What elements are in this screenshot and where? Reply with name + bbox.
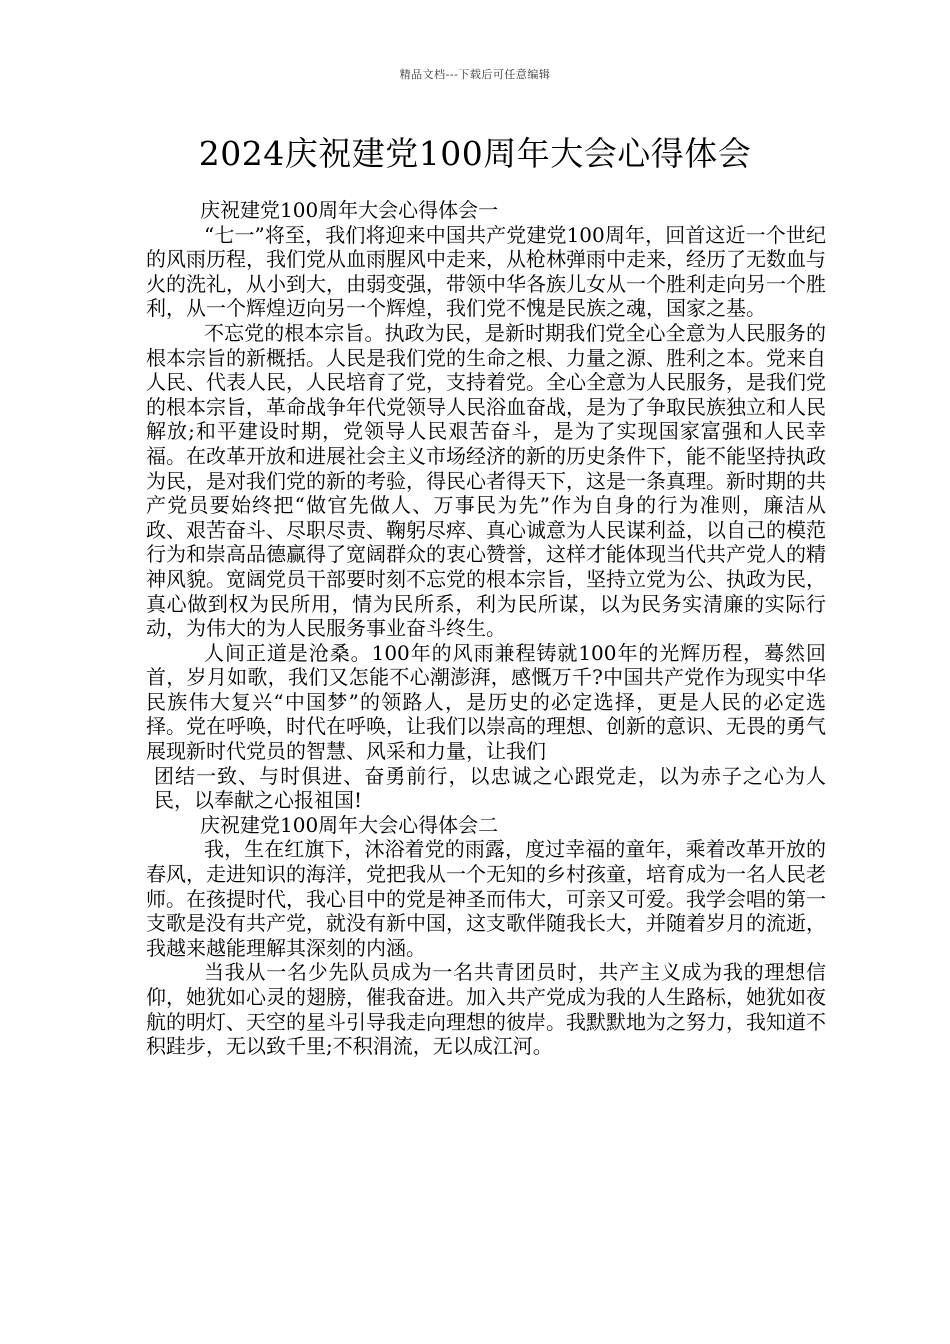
section-heading-2: 庆祝建党100周年大会心得体会二 bbox=[200, 812, 499, 837]
paragraph-2: 不忘党的根本宗旨。执政为民，是新时期我们党全心全意为人民服务的根本宗旨的新概括。人民是我们党的生命之根、力量之源、胜利之本。党来自人民、代表人民，人民培育了党，支持着党。全心全意为人民服务，是我们党的根本宗旨，革命战争年代党领导人民浴血奋战，是为了争取民族独立和人民解放;和平建设时期，党领导人民艰苦奋斗，是为了实现国家富强和人民幸福。在改革开放和进展社会主义市场经济的新的历史条件下，能不能坚持执政为民，是对我们党的新的考验，得民心者得天下，这是一条真理。新时期的共产党员要始终把“做官先做人、万事民为先”作为自身的行为准则，廉洁从政、艰苦奋斗、尽职尽责、鞠躬尽瘁、真心诚意为人民谋利益，以自己的模范行为和崇高品德赢得了宽阔群众的衷心赞誉，这样才能体现当代共产党人的精神风貌。宽阔党员干部要时刻不忘党的根本宗旨，坚持立党为公、执政为民，真心做到权为民所用，情为民所系，利为民所谋，以为民务实清廉的实际行动，为伟大的为人民服务事业奋斗终生。 bbox=[146, 320, 826, 641]
paragraph-6: 当我从一名少先队员成为一名共青团员时，共产主义成为我的理想信仰，她犹如心灵的翅膀，催我奋进。加入共产党成为我的人生路标，她犹如夜航的明灯、天空的星斗引导我走向理想的彼岸。我默默地为之努力，我知道不积跬步，无以致千里;不积涓流，无以成江河。 bbox=[146, 960, 826, 1059]
paragraph-1: “七一”将至，我们将迎来中国共产党建党100周年，回首这近一个世纪的风雨历程，我们党从血雨腥风中走来，从枪林弹雨中走来，经历了无数血与火的洗礼，从小到大，由弱变强，带领中华各族儿女从一个胜利走向另一个胜利，从一个辉煌迈向另一个辉煌，我们党不愧是民族之魂，国家之基。 bbox=[146, 222, 826, 321]
header-note: 精品文档---下载后可任意编辑 bbox=[399, 68, 551, 81]
paragraph-4: 团结一致、与时俱进、奋勇前行，以忠诚之心跟党走，以为赤子之心为人民，以奉献之心报祖国! bbox=[154, 763, 826, 813]
section-heading-1: 庆祝建党100周年大会心得体会一 bbox=[200, 198, 499, 222]
document-body bbox=[146, 198, 826, 1059]
paragraph-5: 我，生在红旗下，沐浴着党的雨露，度过幸福的童年，乘着改革开放的春风，走进知识的海洋，党把我从一个无知的乡村孩童，培育成为一名人民老师。在孩提时代，我心目中的党是神圣而伟大，可亲又可爱。我学会唱的第一支歌是没有共产党，就没有新中国，这支歌伴随我长大，并随着岁月的流逝，我越来越能理解其深刻的内涵。 bbox=[146, 837, 826, 960]
paragraph-3: 人间正道是沧桑。100年的风雨兼程铸就100年的光辉历程，蓦然回首，岁月如歌，我们又怎能不心潮澎湃，感慨万千?中国共产党作为现实中华民族伟大复兴“中国梦”的领路人，是历史的必定选择，更是人民的必定选择。党在呼唤，时代在呼唤，让我们以崇高的理想、创新的意识、无畏的勇气展现新时代党员的智慧、风采和力量，让我们 bbox=[146, 640, 826, 764]
document-title: 2024庆祝建党100周年大会心得体会 bbox=[198, 134, 752, 173]
